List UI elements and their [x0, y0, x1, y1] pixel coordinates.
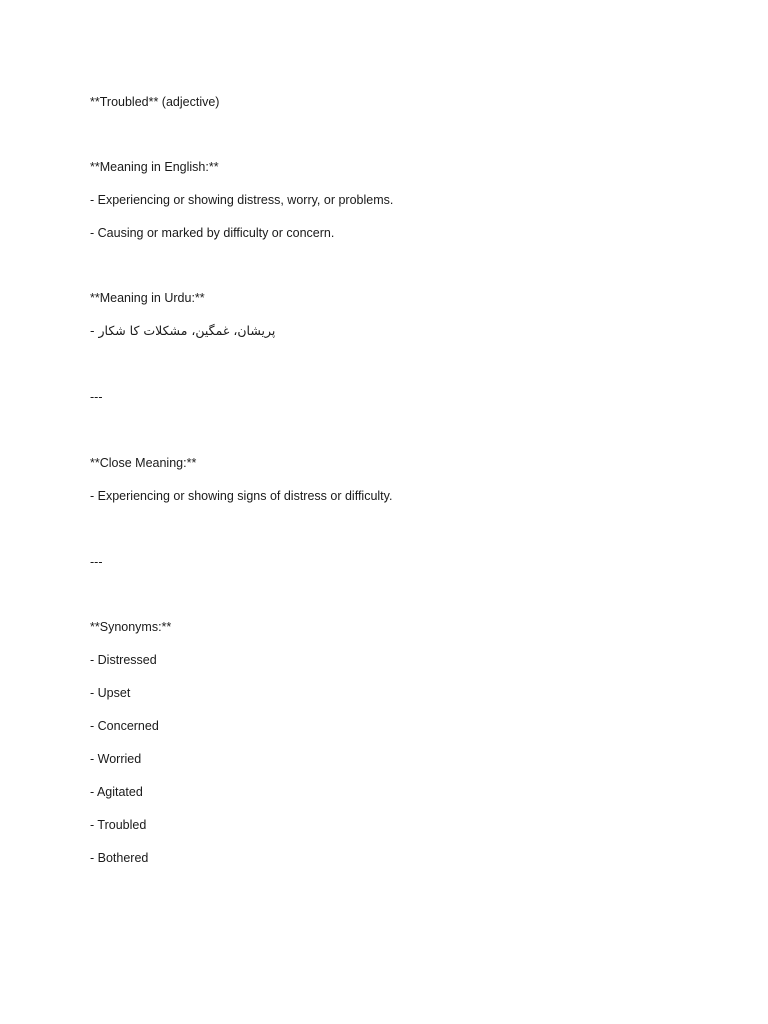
synonym-item: - Agitated — [90, 785, 143, 799]
english-meaning-item: - Experiencing or showing distress, worry, or problems. — [90, 193, 394, 207]
close-meaning-item: - Experiencing or showing signs of distress or difficulty. — [90, 489, 393, 503]
urdu-meaning-title: **Meaning in Urdu:** — [90, 291, 205, 305]
synonym-item: - Bothered — [90, 851, 149, 865]
word-heading: **Troubled** (adjective) — [90, 95, 220, 109]
synonym-item: - Concerned — [90, 719, 159, 733]
synonyms-title: **Synonyms:** — [90, 620, 172, 634]
urdu-meaning-item — [90, 323, 275, 339]
synonym-item: - Worried — [90, 752, 142, 766]
urdu-meaning-text: پریشان، غمگین، مشکلات کا شکار — [98, 323, 276, 338]
synonym-item: - Troubled — [90, 818, 147, 832]
synonym-item: - Distressed — [90, 653, 157, 667]
separator: --- — [90, 390, 103, 404]
synonym-item: - Upset — [90, 686, 131, 700]
english-meaning-title: **Meaning in English:** — [90, 160, 219, 174]
english-meaning-item: - Causing or marked by difficulty or concern. — [90, 226, 335, 240]
close-meaning-title: **Close Meaning:** — [90, 456, 197, 470]
separator: --- — [90, 555, 103, 569]
urdu-bullet: - — [90, 323, 99, 338]
